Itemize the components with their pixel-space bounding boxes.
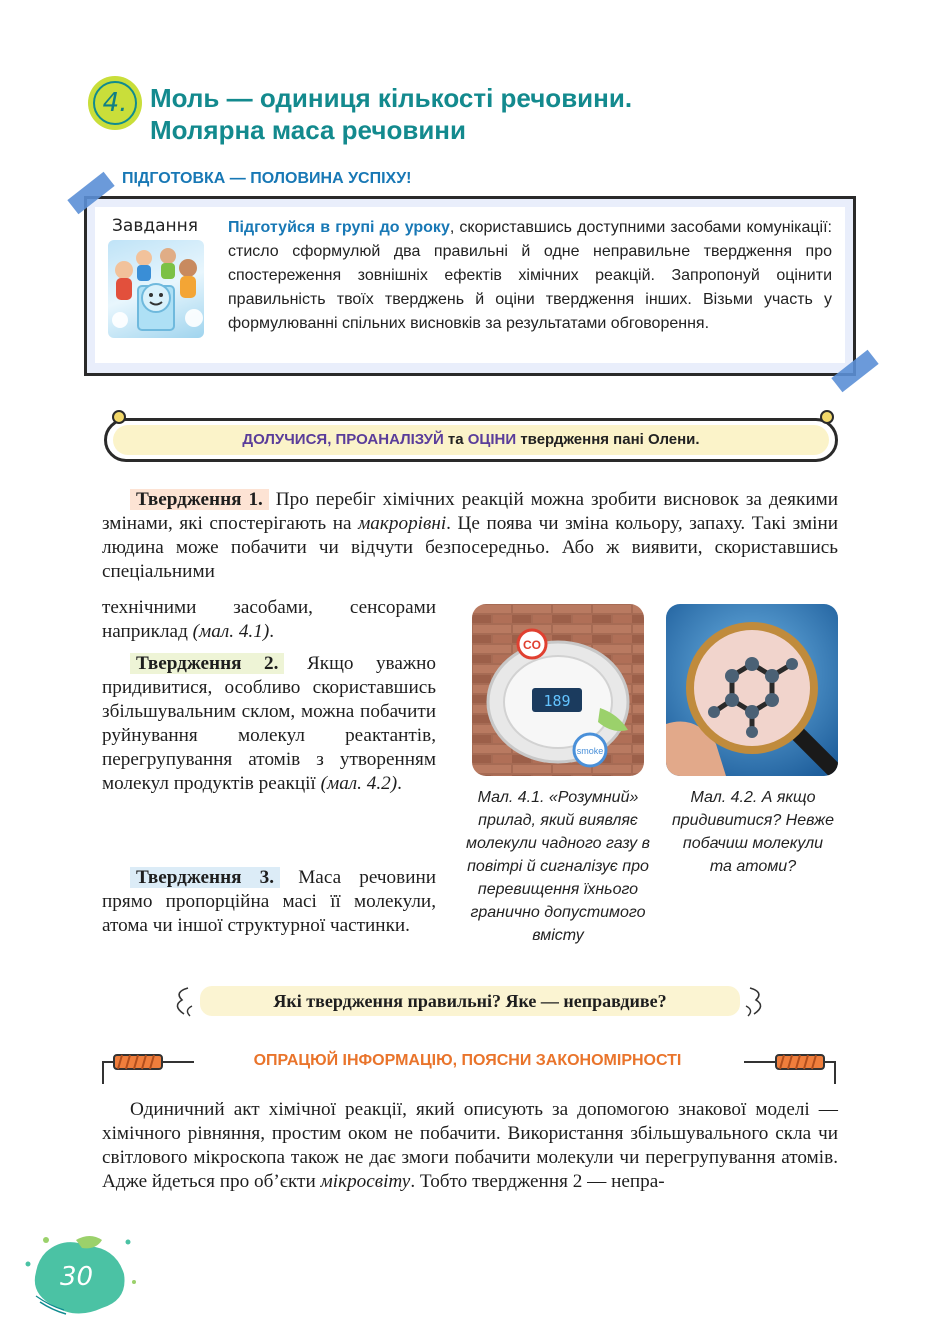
- banner-word-3: ОЦІНИ: [467, 431, 517, 448]
- statement-3-text: Маса речовини прямо пропорційна масі її молекули, атома чи іншої структурної частинки.: [102, 867, 436, 936]
- task-description: [228, 216, 832, 336]
- statement-1-text-b: . Це поява чи зміна кольору, запаху. Такі зміни людина може побачити чи відчути безпосередньо. Або ж виявити, скориставшись спеціальними: [102, 513, 839, 582]
- smoke-label: smoke: [576, 746, 604, 756]
- micro-term: мікросвіту: [320, 1171, 411, 1192]
- process-text-b: . Тобто твердження 2 — непра-: [410, 1171, 665, 1192]
- figure-4-2-image: [666, 604, 838, 776]
- page-number: 30: [60, 1262, 94, 1292]
- macro-term: макрорівні: [358, 513, 447, 534]
- statement-1-label: Твердження 1.: [130, 489, 269, 510]
- section-number: 4.: [93, 81, 137, 125]
- figure-4-1-image: [472, 604, 644, 776]
- banner-word-1: ДОЛУЧИСЯ, ПРОАНАЛІЗУЙ: [242, 431, 444, 448]
- figure-4-1-caption: Мал. 4.1. «Розумний» прилад, який виявляє молекули чадного газу в повітрі й сигналізує про перевищення їхнього гранично допустимого вмісту: [466, 789, 650, 944]
- co-detector-icon: [472, 604, 644, 776]
- task-label: Завдання: [112, 216, 198, 236]
- magnifying-glass-icon: [666, 604, 838, 776]
- thought-curl-right-icon: [742, 984, 770, 1020]
- statement-3-paragraph: [102, 866, 436, 938]
- question-text: Які твердження правильні? Яке — неправдиве?: [273, 991, 667, 1011]
- statement-2-end: .: [397, 773, 402, 794]
- statement-2-label: Твердження 2.: [130, 653, 284, 674]
- page-title: [150, 82, 632, 146]
- statement-1-paragraph: [102, 488, 838, 584]
- title-line-1: Моль — одиниця кількості речовини.: [150, 83, 633, 113]
- children-ice-icon: [108, 240, 204, 338]
- statement-1-text-c: технічними засобами, сенсорами наприклад: [102, 597, 436, 642]
- figure-4-1-ref: (мал. 4.1): [192, 621, 270, 642]
- task-highlight: Підготуйся в групі до уроку: [228, 219, 450, 236]
- statement-1-end: .: [269, 621, 275, 642]
- statement-2-text: Якщо уважно придивитися, особливо скориставшись збільшувальним склом, можна побачити руйнування молекул реактантів, перегрупування атомів з утворенням молекул продуктів реакції: [102, 653, 437, 794]
- banner-word-4: твердження пані Олени.: [516, 431, 700, 448]
- task-body: , скориставшись доступними засобами комунікації: стисло сформулюй два правильні й одне неправильне твердження про спостереження зовнішніх ефектів хімічних реакцій. Запропонуй оцінити правильність твоїх тверджень й оціни твердження інших. Візьми участь у формулюванні спільних висновків за результатами обговорення.: [228, 219, 832, 332]
- banner-word-2: та: [443, 431, 468, 448]
- statement-1-continuation: [102, 596, 436, 644]
- statement-2-paragraph: [102, 652, 436, 796]
- process-text-a: Одиничний акт хімічної реакції, який описують за допомогою знакової моделі — хімічного рівняння, простим оком не побачити. Використання збільшувального скла чи світлового мікроскопа також не дає змоги побачити молекули чи перегрупування атомів. Адже йдеться про об’єкти: [102, 1099, 838, 1192]
- banner-text: [104, 418, 838, 462]
- process-heading: ОПРАЦЮЙ ІНФОРМАЦІЮ, ПОЯСНИ ЗАКОНОМІРНОСТІ: [253, 1052, 682, 1069]
- co-label: CO: [523, 638, 541, 652]
- process-paragraph: [102, 1098, 838, 1194]
- preparation-heading: ПІДГОТОВКА — ПОЛОВИНА УСПІХУ!: [122, 170, 412, 187]
- title-line-2: Молярна маса речовини: [150, 115, 466, 145]
- statement-3-label: Твердження 3.: [130, 867, 280, 888]
- figure-4-2-caption: Мал. 4.2. А якщо придивитися? Невже побачиш молекули та атоми?: [671, 789, 835, 875]
- detector-display: 189: [543, 692, 571, 710]
- section-number-badge: [88, 76, 142, 130]
- thought-curl-left-icon: [168, 984, 196, 1020]
- task-illustration: [108, 240, 204, 338]
- statement-1-text-a: Про перебіг хімічних реакцій можна зробити висновок за деякими змінами, які спостерігають на: [102, 489, 838, 534]
- figure-4-2-ref: (мал. 4.2): [320, 773, 398, 794]
